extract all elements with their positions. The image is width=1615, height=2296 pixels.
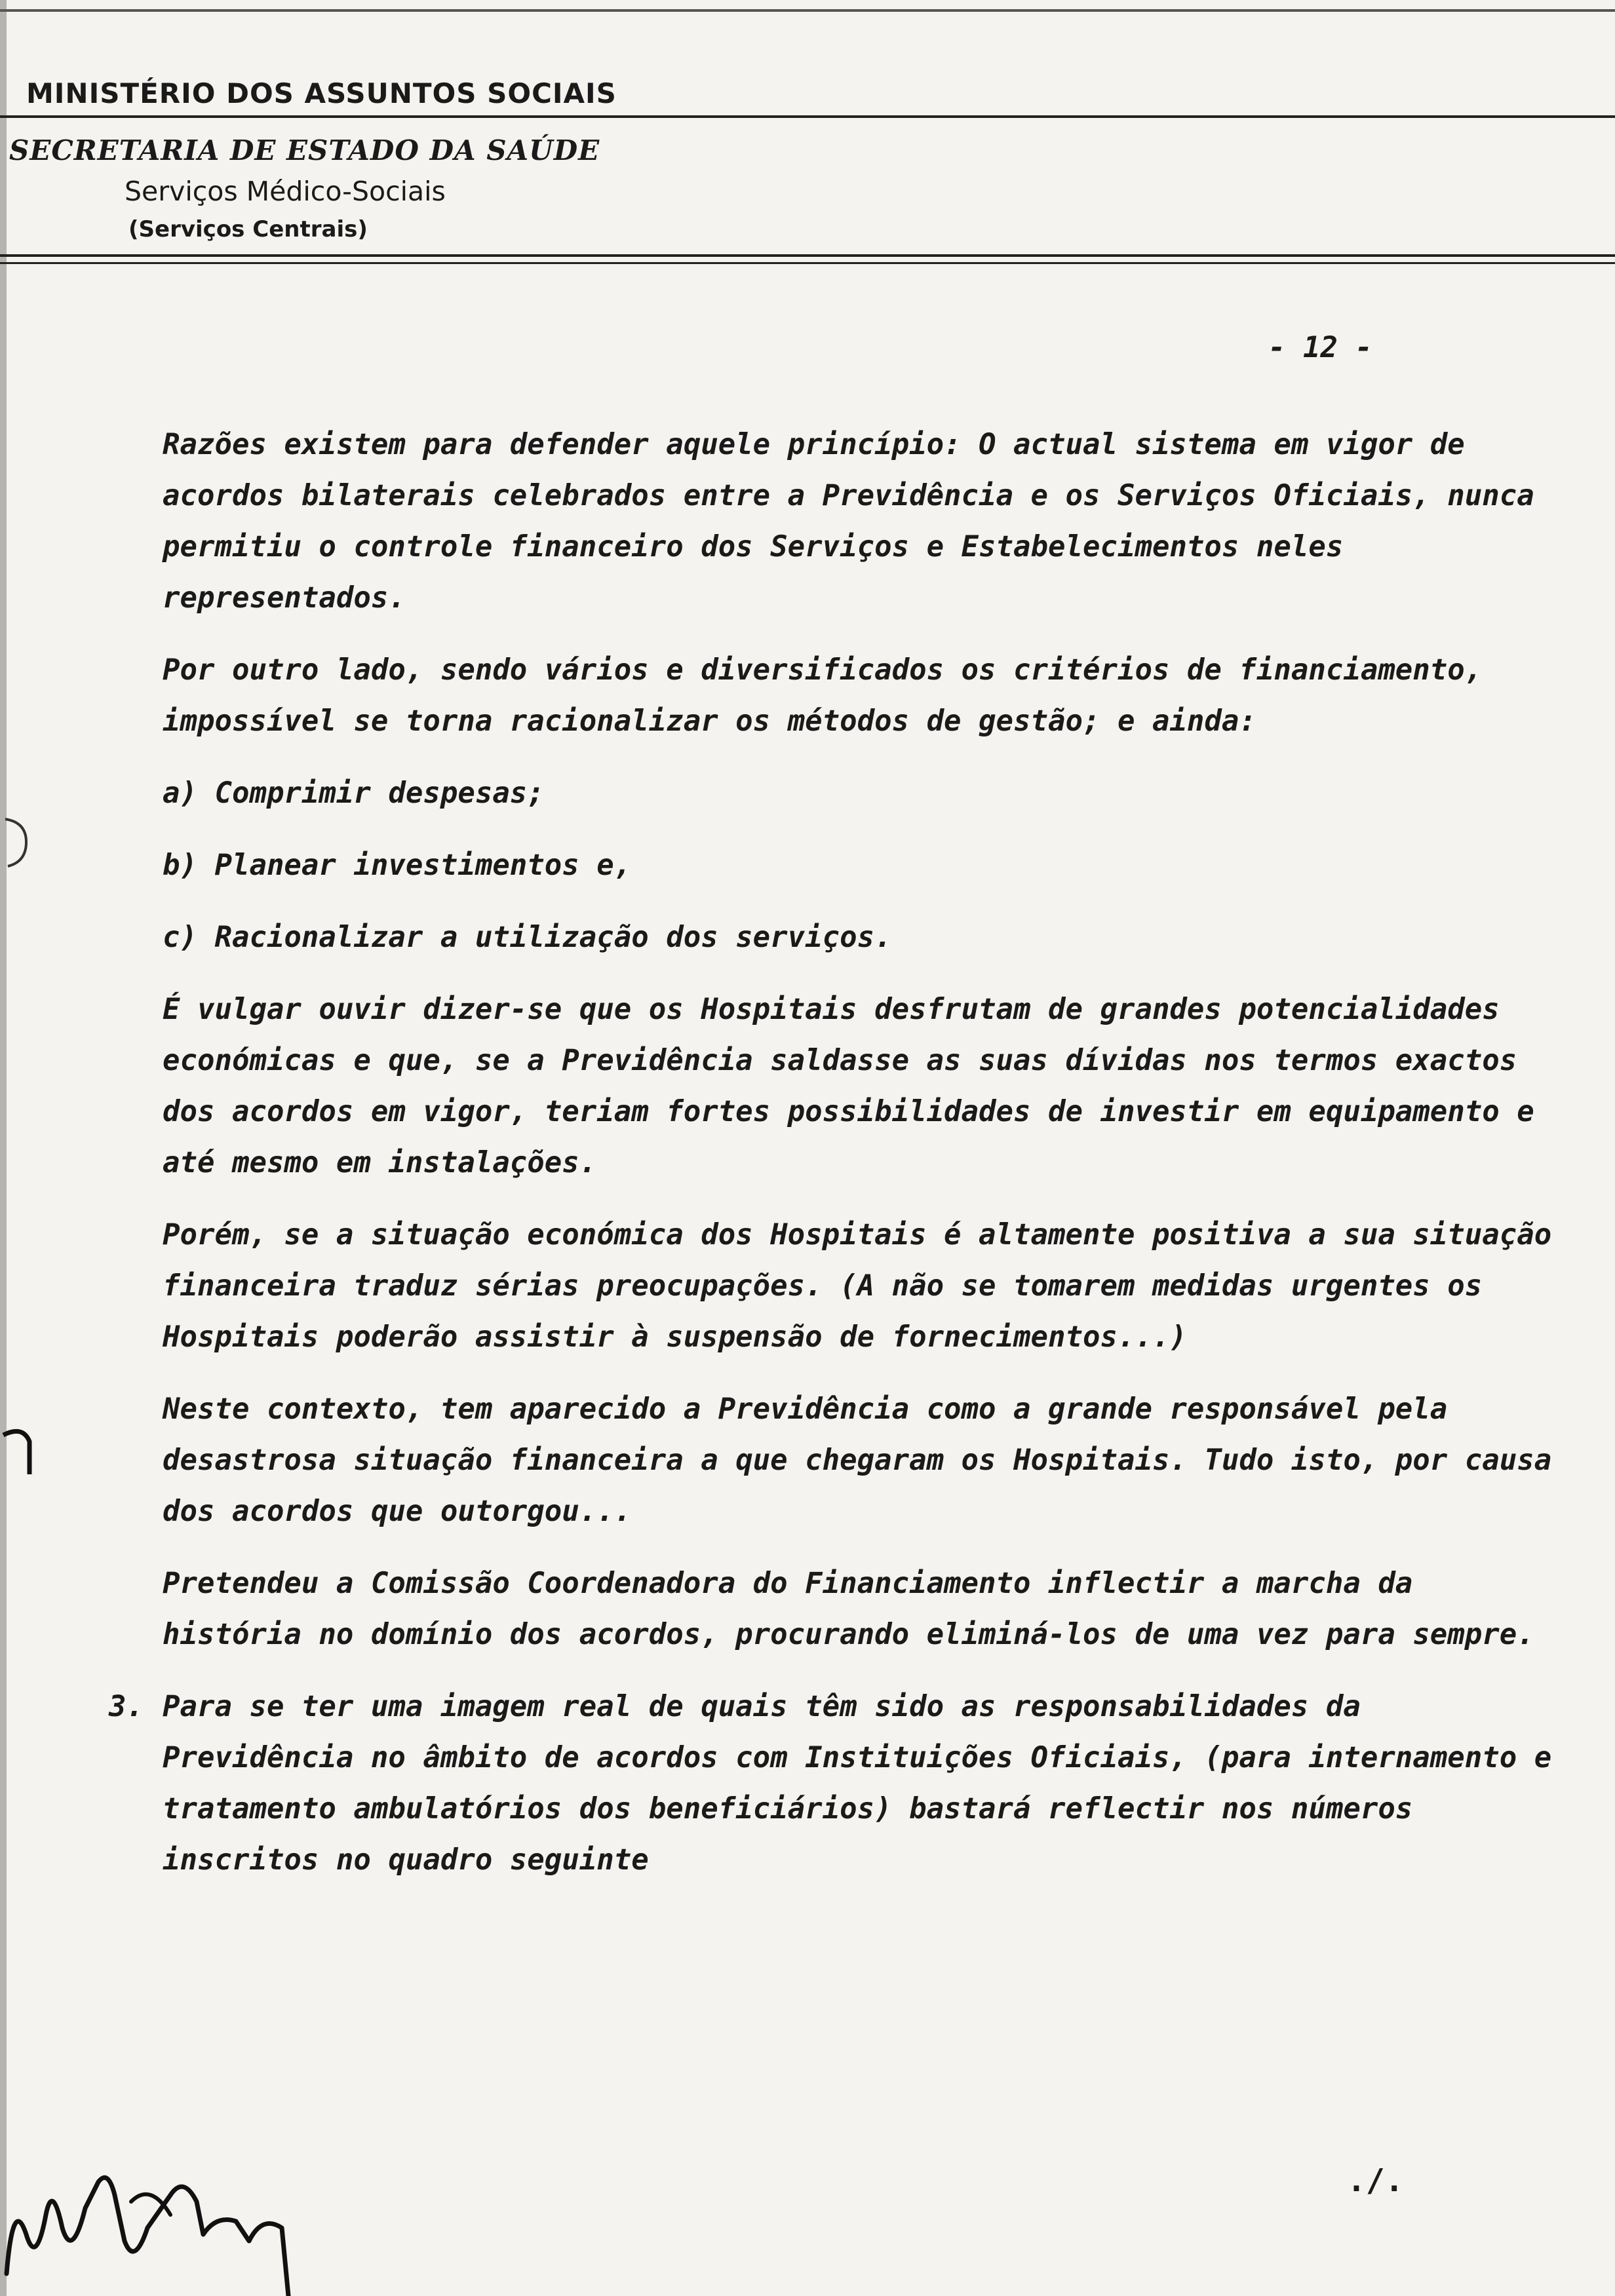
header-double-rule-bottom — [0, 262, 1615, 264]
paragraph: Pretendeu a Comissão Coordenadora do Financiamento inflectir a marcha da história no domínio dos acordos, procurando eliminá-los de uma vez para sempre. — [163, 1567, 1534, 1651]
list-item: c) Racionalizar a utilização dos serviços. — [163, 921, 892, 954]
punch-mark-icon — [0, 1422, 39, 1481]
paragraph: É vulgar ouvir dizer-se que os Hospitais desfrutam de grandes potencialidades económicas e que, se a Previdência saldasse as suas dívidas nos termos exactos dos acordos em vigor, teriam fortes possibilidades de investir em equipamento e até mesmo em instalações. — [163, 993, 1534, 1179]
paragraph: Por outro lado, sendo vários e diversificados os critérios de financiamento, impossível se torna racionalizar os métodos de gestão; e ainda: — [163, 653, 1483, 738]
page-edge-shadow — [0, 0, 7, 2296]
document-body — [109, 419, 1565, 1907]
paragraph: Razões existem para defender aquele princípio: O actual sistema em vigor de acordos bilaterais celebrados entre a Previdência e os Serviços Oficiais, nunca permitiu o controle financeiro dos Serviços e Estabelecimentos neles representados. — [163, 428, 1534, 615]
punch-mark-icon — [0, 813, 39, 871]
paragraph-number: 3. — [109, 1690, 144, 1723]
header-double-rule-top — [0, 254, 1615, 257]
top-border — [0, 9, 1615, 12]
list-item: a) Comprimir despesas; — [163, 776, 545, 810]
continuation-mark: ./. — [1347, 2162, 1404, 2199]
secretariat-heading: SECRETARIA DE ESTADO DA SAÚDE — [9, 134, 600, 166]
ministry-heading: MINISTÉRIO DOS ASSUNTOS SOCIAIS — [26, 77, 617, 109]
header-rule — [0, 115, 1615, 118]
numbered-paragraph — [109, 1681, 1565, 1886]
paragraph: Porém, se a situação económica dos Hospitais é altamente positiva a sua situação financeira traduz sérias preocupações. (A não se tomarem medidas urgentes os Hospitais poderão assistir à suspensão de fornecimentos...) — [163, 1218, 1552, 1354]
services-heading: Serviços Médico-Sociais — [125, 176, 446, 207]
page-number: - 12 - — [1268, 331, 1372, 364]
numbered-paragraph-text: Para se ter uma imagem real de quais têm sido as responsabilidades da Previdência no âmbito de acordos com Instituições Oficiais, (para internamento e tratamento ambulatórios dos beneficiários) bastará reflectir nos números inscritos no quadro seguinte — [163, 1690, 1552, 1877]
handwritten-signature — [0, 2156, 321, 2296]
list-item: b) Planear investimentos e, — [163, 849, 632, 882]
paragraph: Neste contexto, tem aparecido a Previdência como a grande responsável pela desastrosa situação financeira a que chegaram os Hospitais. Tudo isto, por causa dos acordos que outorgou... — [163, 1392, 1552, 1528]
central-services-heading: (Serviços Centrais) — [128, 216, 368, 242]
